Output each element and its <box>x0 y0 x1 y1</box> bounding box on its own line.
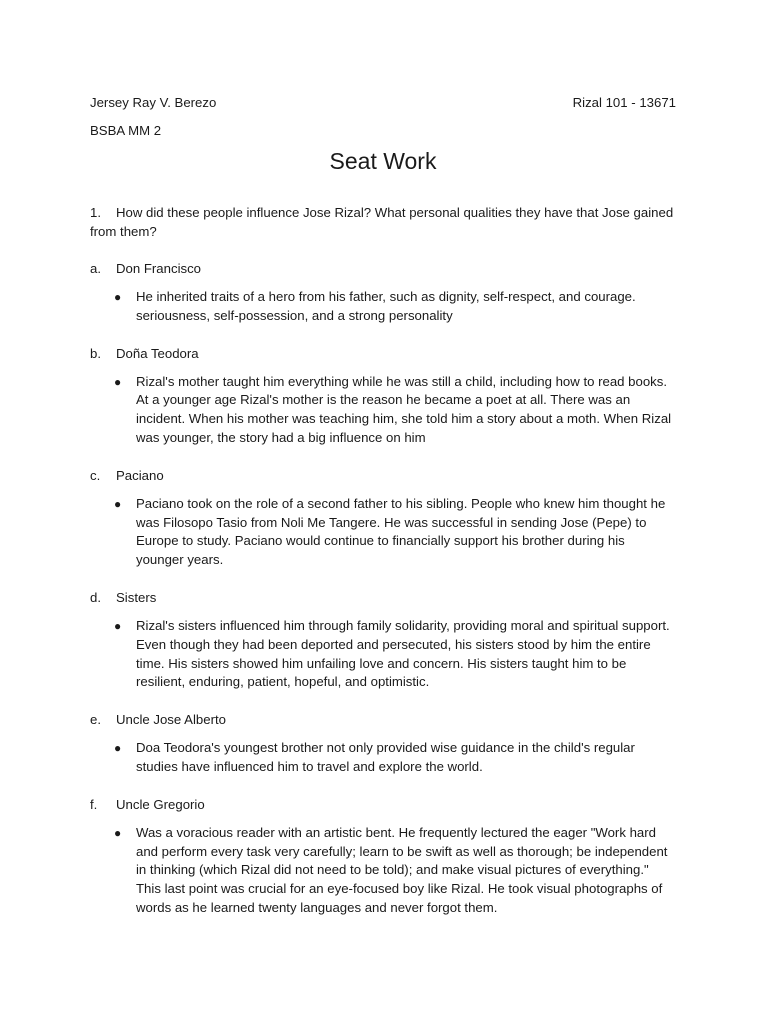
bullet-paragraph <box>114 739 676 777</box>
bullet-text: Doa Teodora's youngest brother not only provided wise guidance in the child's regular studies have influenced him to travel and explore the world. <box>136 740 635 774</box>
bullet-paragraph <box>114 373 676 448</box>
bullet-icon: ● <box>114 741 122 756</box>
bullet-icon: ● <box>114 825 122 840</box>
list-item <box>90 466 676 570</box>
bullet-paragraph <box>114 617 676 692</box>
item-name: Uncle Gregorio <box>116 796 205 812</box>
item-name: Doña Teodora <box>116 345 199 361</box>
item-heading <box>90 588 676 607</box>
item-heading <box>90 259 676 278</box>
question-number: 1. <box>90 205 101 220</box>
bullet-icon: ● <box>114 374 122 389</box>
item-letter: b. <box>90 345 101 361</box>
bullet-text: Rizal's mother taught him everything while he was still a child, including how to read books. At a younger age Rizal's mother is the reason he became a poet at all. There was an incident. When his mother was teaching him, she told him a story about a moth. When Rizal was younger, the story had a big influence on him <box>136 373 672 445</box>
item-heading <box>90 795 676 814</box>
bullet-text: Was a voracious reader with an artistic bent. He frequently lectured the eager "Work hard and perform every task very carefully; learn to be swift as well as thorough; be independent in thinking (which Rizal did not need to be told); and make visual pictures of everything." This last point was crucial for an eye-focused boy like Rizal. He took visual photographs of words as he learned twenty languages and never forgot them. <box>136 824 668 915</box>
item-letter: c. <box>90 467 101 483</box>
list-item <box>90 588 676 692</box>
question <box>90 203 676 241</box>
list-item <box>90 710 676 777</box>
bullet-text: Rizal's sisters influenced him through family solidarity, providing moral and spiritual support. Even though they had been deported and persecuted, his sisters stood by him the entire time. His sisters showed him unfailing love and concern. His sisters taught him to be resilient, enduring, patient, hopeful, and optimistic. <box>136 617 670 690</box>
bullet-paragraph <box>114 824 676 918</box>
item-heading <box>90 466 676 485</box>
document-page <box>90 93 676 918</box>
bullet-text: Paciano took on the role of a second father to his sibling. People who knew him thought he was Filosopo Tasio from Noli Me Tangere. He was successful in sending Jose (Pepe) to Europe to study. Paciano would continue to financially support his brother during his younger years. <box>136 495 666 568</box>
item-heading <box>90 344 676 363</box>
list-item <box>90 795 676 918</box>
course-code: Rizal 101 - 13671 <box>572 95 676 110</box>
list-item <box>90 344 676 448</box>
author-name: Jersey Ray V. Berezo <box>90 95 217 110</box>
header-row <box>90 93 676 112</box>
bullet-paragraph <box>114 288 676 326</box>
item-letter: a. <box>90 261 101 276</box>
list-item <box>90 259 676 326</box>
item-heading <box>90 710 676 729</box>
item-name: Uncle Jose Alberto <box>116 712 226 728</box>
item-letter: f. <box>90 796 98 812</box>
program-label: BSBA MM 2 <box>90 123 162 138</box>
item-name: Sisters <box>116 589 157 605</box>
bullet-icon: ● <box>114 496 122 511</box>
bullet-icon: ● <box>114 290 122 304</box>
document-title: Seat Work <box>329 148 437 174</box>
item-letter: e. <box>90 712 101 728</box>
item-letter: d. <box>90 589 101 605</box>
item-name: Don Francisco <box>116 261 202 276</box>
bullet-text: He inherited traits of a hero from his father, such as dignity, self-respect, and courage. seriousness, self-possession, and a strong personality <box>136 289 636 323</box>
question-text: How did these people influence Jose Rizal? What personal qualities they have that Jose gained from them? <box>90 205 674 239</box>
bullet-paragraph <box>114 495 676 570</box>
item-name: Paciano <box>116 467 164 483</box>
bullet-icon: ● <box>114 618 122 633</box>
